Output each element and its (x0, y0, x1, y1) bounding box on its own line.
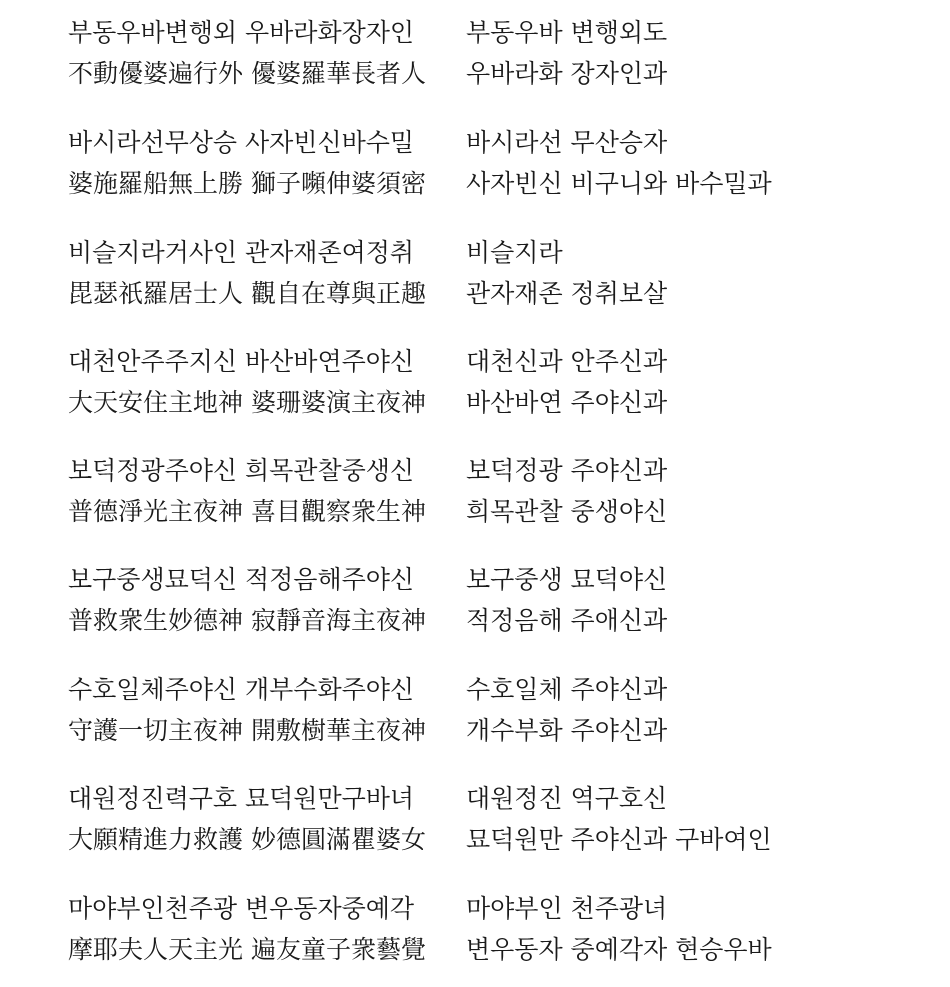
verse-stanza-1 (0, 0, 950, 90)
verse-hangul-line: 수호일체주야신 개부수화주야신 (68, 675, 415, 704)
verse-hangul-line: 부동우바변행외 우바라화장자인 (68, 18, 415, 47)
verse-translation-line: 우바라화 장자인과 (466, 59, 668, 88)
verse-translation-line: 적정음해 주애신과 (466, 606, 668, 635)
verse-stanza-8 (0, 766, 950, 856)
verse-translation-line: 수호일체 주야신과 (466, 675, 668, 704)
verse-hangul-line: 비슬지라거사인 관자재존여정취 (68, 238, 415, 267)
verse-hanja-line: 守護一切主夜神 開敷樹華主夜神 (68, 716, 426, 745)
verse-translation-line: 보구중생 묘덕야신 (466, 565, 668, 594)
verse-hanja-line: 婆施羅船無上勝 獅子嚬伸婆須密 (68, 169, 426, 198)
verse-hangul-line: 바시라선무상승 사자빈신바수밀 (68, 128, 415, 157)
verse-translation-line: 부동우바 변행외도 (466, 18, 668, 47)
verse-translation-line: 관자재존 정취보살 (466, 279, 668, 308)
verse-stanza-2 (0, 110, 950, 200)
verse-hanja-line: 毘瑟祇羅居士人 觀自在尊與正趣 (68, 279, 426, 308)
verse-stanza-5 (0, 438, 950, 528)
verse-translation-line: 개수부화 주야신과 (466, 716, 668, 745)
verse-hanja-line: 大願精進力救護 妙德圓滿瞿婆女 (68, 825, 426, 854)
verse-translation-line: 보덕정광 주야신과 (466, 456, 668, 485)
verse-translation-line: 바시라선 무산승자 (466, 128, 668, 157)
verse-translation-line: 묘덕원만 주야신과 구바여인 (466, 825, 772, 854)
verse-stanza-7 (0, 657, 950, 747)
verse-stanza-6 (0, 547, 950, 637)
verse-hanja-line: 普救衆生妙德神 寂靜音海主夜神 (68, 606, 426, 635)
verse-hangul-line: 보덕정광주야신 희목관찰중생신 (68, 456, 415, 485)
verse-translation-line: 대천신과 안주신과 (466, 347, 668, 376)
verse-translation-line: 마야부인 천주광녀 (466, 894, 668, 923)
verse-translation-line: 변우동자 중예각자 현승우바 (466, 935, 772, 964)
verse-translation-line: 바산바연 주야신과 (466, 388, 668, 417)
verse-stanza-4 (0, 329, 950, 419)
verse-hangul-line: 대천안주주지신 바산바연주야신 (68, 347, 415, 376)
verse-translation-line: 대원정진 역구호신 (466, 784, 668, 813)
verse-translation-line: 사자빈신 비구니와 바수밀과 (466, 169, 772, 198)
verse-hanja-line: 大天安住主地神 婆珊婆演主夜神 (68, 388, 426, 417)
verse-translation-line: 비슬지라 (466, 238, 563, 267)
verse-hanja-line: 不動優婆遍行外 優婆羅華長者人 (68, 59, 426, 88)
verse-hangul-line: 보구중생묘덕신 적정음해주야신 (68, 565, 415, 594)
verse-hanja-line: 摩耶夫人天主光 遍友童子衆藝覺 (68, 935, 426, 964)
verse-hanja-line: 普德淨光主夜神 喜目觀察衆生神 (68, 497, 426, 526)
verse-hangul-line: 대원정진력구호 묘덕원만구바녀 (68, 784, 415, 813)
verse-stanza-9 (0, 876, 950, 966)
verse-stanza-3 (0, 220, 950, 310)
verse-hangul-line: 마야부인천주광 변우동자중예각 (68, 894, 415, 923)
verse-translation-line: 희목관찰 중생야신 (466, 497, 668, 526)
